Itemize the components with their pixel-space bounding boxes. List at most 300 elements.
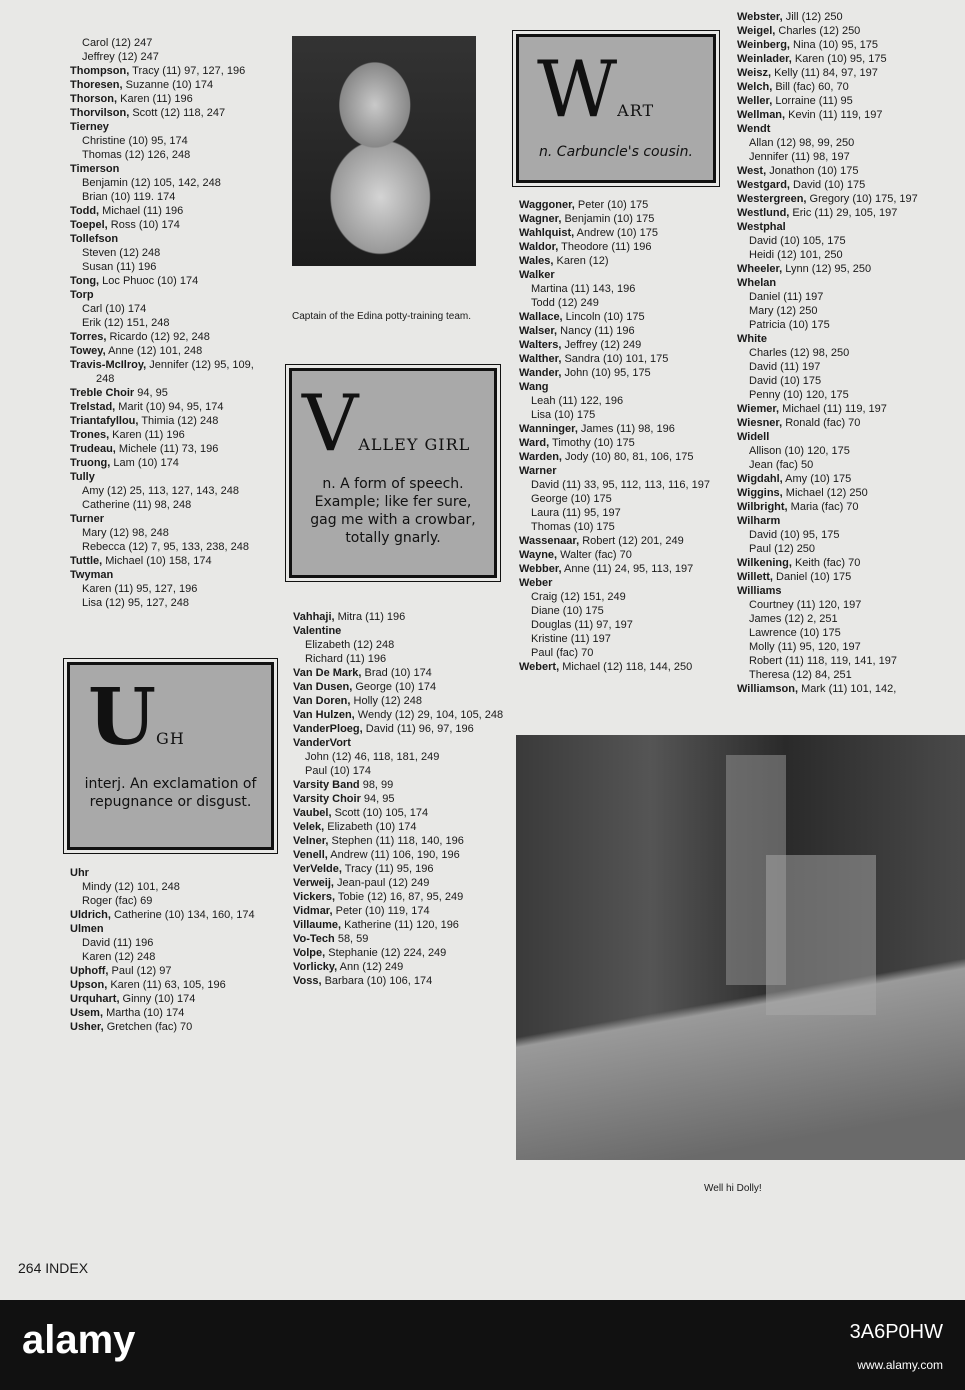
entry-detail: Douglas (11) 97, 197 — [531, 619, 633, 631]
index-entry — [70, 950, 270, 964]
index-entry — [519, 394, 729, 408]
entry-heading: Weisz, — [737, 67, 772, 79]
entry-detail: Sandra (10) 101, 175 — [561, 353, 669, 365]
entry-heading: Thoresen, — [70, 79, 123, 91]
index-entry — [737, 262, 961, 276]
entry-detail: Jean-paul (12) 249 — [333, 877, 430, 889]
entry-heading: Uhr — [70, 867, 89, 879]
index-entry — [737, 598, 961, 612]
entry-detail: Karen (11) 95, 127, 196 — [82, 583, 198, 595]
index-entry — [519, 492, 729, 506]
entry-detail: Stephanie (12) 224, 249 — [325, 947, 447, 959]
entry-heading: VanderPloeg, — [293, 723, 363, 735]
entry-detail: Nancy (11) 196 — [557, 325, 635, 337]
entry-heading: Van Doren, — [293, 695, 351, 707]
index-entry — [293, 680, 515, 694]
entry-heading: Thompson, — [70, 65, 130, 77]
entry-detail: Benjamin (12) 105, 142, 248 — [82, 177, 221, 189]
entry-heading: Toepel, — [70, 219, 108, 231]
index-entry — [519, 562, 729, 576]
entry-heading: Weigel, — [737, 25, 776, 37]
index-entry — [70, 894, 270, 908]
entry-detail: Michael (12) 118, 144, 250 — [559, 661, 693, 673]
entry-heading: Wilbright, — [737, 501, 788, 513]
index-entry — [70, 470, 270, 484]
entry-heading: White — [737, 333, 767, 345]
drop-cap-w: W — [537, 45, 618, 135]
entry-heading: Venell, — [293, 849, 328, 861]
index-entry — [737, 640, 961, 654]
entry-detail: Molly (11) 95, 120, 197 — [749, 641, 861, 653]
entry-detail: Timothy (10) 175 — [549, 437, 635, 449]
entry-detail: David (10) 105, 175 — [749, 235, 846, 247]
entry-heading: Williams — [737, 585, 782, 597]
index-entry — [737, 38, 961, 52]
entry-heading: Varsity Choir — [293, 793, 361, 805]
entry-heading: Wang — [519, 381, 549, 393]
entry-detail: David (10) 175 — [749, 375, 822, 387]
entry-detail: Tobie (12) 16, 87, 95, 249 — [335, 891, 464, 903]
entry-detail: Charles (12) 250 — [775, 25, 861, 37]
index-entry — [737, 584, 961, 598]
entry-detail: Lincoln (10) 175 — [562, 311, 645, 323]
entry-detail: David (11) 196 — [82, 937, 154, 949]
index-entry — [737, 612, 961, 626]
index-entry — [737, 52, 961, 66]
entry-detail: David (11) 96, 97, 196 — [362, 723, 474, 735]
entry-heading: Volpe, — [293, 947, 326, 959]
word-rest: ART — [617, 101, 655, 120]
index-entry — [70, 78, 270, 92]
index-entry — [293, 722, 515, 736]
entry-detail: Mark (11) 101, 142, — [798, 683, 897, 695]
entry-detail: George (10) 174 — [352, 681, 437, 693]
entry-heading: Triantafyllou, — [70, 415, 139, 427]
entry-detail: Thomas (12) 126, 248 — [82, 149, 191, 161]
watermark-bar — [0, 1300, 965, 1390]
index-entry — [519, 590, 729, 604]
watermark-logo: alamy — [22, 1318, 136, 1362]
index-entry — [293, 666, 515, 680]
index-entry — [519, 660, 729, 674]
entry-heading: Wilharm — [737, 515, 781, 527]
entry-heading: Waldor, — [519, 241, 559, 253]
index-entry — [70, 1020, 270, 1034]
entry-detail: James (11) 98, 196 — [577, 423, 675, 435]
index-entry — [519, 478, 729, 492]
index-entry — [293, 610, 515, 624]
entry-detail: Kevin (11) 119, 197 — [785, 109, 883, 121]
index-entry — [737, 10, 961, 24]
index-entry — [70, 400, 270, 414]
index-entry — [737, 66, 961, 80]
entry-detail: David (11) 33, 95, 112, 113, 116, 197 — [531, 479, 710, 491]
entry-heading: Velner, — [293, 835, 329, 847]
entry-detail: Bill (fac) 60, 70 — [772, 81, 849, 93]
index-entry — [293, 974, 515, 988]
index-entry — [737, 528, 961, 542]
index-entry — [70, 92, 270, 106]
index-entry — [737, 514, 961, 528]
entry-detail: Michael (10) 158, 174 — [102, 555, 212, 567]
entry-heading: Vo-Tech — [293, 933, 335, 945]
index-entry — [70, 36, 270, 50]
entry-heading: Treble Choir — [70, 387, 135, 399]
entry-detail: Thimia (12) 248 — [138, 415, 219, 427]
entry-heading: Voss, — [293, 975, 322, 987]
entry-detail: Robert (11) 118, 119, 141, 197 — [749, 655, 897, 667]
index-entry — [519, 240, 729, 254]
index-entry — [519, 548, 729, 562]
valley-girl-definition-box — [289, 368, 497, 578]
entry-detail: Karen (12) — [553, 255, 609, 267]
entry-detail: Martina (11) 143, 196 — [531, 283, 636, 295]
index-entry — [70, 218, 270, 232]
entry-detail: Loc Phuoc (10) 174 — [99, 275, 199, 287]
index-entry — [737, 430, 961, 444]
entry-heading: Wilkening, — [737, 557, 792, 569]
entry-detail: Karen (11) 196 — [109, 429, 185, 441]
index-entry — [70, 386, 270, 400]
entry-heading: Vidmar, — [293, 905, 333, 917]
index-entry — [70, 232, 270, 246]
index-entry — [70, 568, 270, 582]
entry-detail: Brian (10) 119. 174 — [82, 191, 176, 203]
entry-detail: 94, 95 — [360, 793, 395, 805]
index-entry — [293, 624, 515, 638]
entry-heading: Todd, — [70, 205, 100, 217]
index-entry — [737, 304, 961, 318]
entry-heading: Ulmen — [70, 923, 104, 935]
index-entry — [293, 778, 515, 792]
index-entry — [70, 302, 270, 316]
entry-detail: Ross (10) 174 — [107, 219, 180, 231]
definition-text: n. Carbuncle's cousin. — [539, 144, 693, 160]
entry-detail: John (10) 95, 175 — [561, 367, 651, 379]
entry-detail: Mitra (11) 196 — [334, 611, 406, 623]
index-entry — [519, 408, 729, 422]
index-entry — [70, 456, 270, 470]
index-entry — [737, 556, 961, 570]
index-entry — [737, 276, 961, 290]
index-entry — [70, 414, 270, 428]
entry-heading: Wagner, — [519, 213, 562, 225]
entry-heading: Wanninger, — [519, 423, 578, 435]
index-entry — [293, 960, 515, 974]
entry-heading: Webert, — [519, 661, 560, 673]
entry-heading: Vahhaji, — [293, 611, 335, 623]
index-entry — [293, 638, 515, 652]
entry-detail: Courtney (11) 120, 197 — [749, 599, 862, 611]
entry-detail: Jean (fac) 50 — [749, 459, 814, 471]
entry-heading: Truong, — [70, 457, 111, 469]
entry-detail: Todd (12) 249 — [531, 297, 599, 309]
entry-detail: Keith (fac) 70 — [791, 557, 861, 569]
entry-detail: Anne (11) 24, 95, 113, 197 — [561, 563, 694, 575]
entry-detail: Paul (12) 250 — [749, 543, 816, 555]
index-entry — [70, 162, 270, 176]
entry-detail: Jeffrey (12) 249 — [561, 339, 642, 351]
entry-detail: Karen (11) 196 — [117, 93, 193, 105]
entry-detail: Christine (10) 95, 174 — [82, 135, 188, 147]
index-entry — [519, 296, 729, 310]
index-entry — [293, 834, 515, 848]
entry-detail: Diane (10) 175 — [531, 605, 604, 617]
entry-heading: Twyman — [70, 569, 114, 581]
index-entry — [519, 226, 729, 240]
entry-heading: Walser, — [519, 325, 558, 337]
wart-definition-box — [516, 34, 716, 183]
entry-detail: Maria (fac) 70 — [787, 501, 859, 513]
index-entry — [293, 764, 515, 778]
index-column-t — [70, 36, 270, 610]
entry-detail: 58, 59 — [334, 933, 369, 945]
entry-heading: Willett, — [737, 571, 773, 583]
entry-detail: Theresa (12) 84, 251 — [749, 669, 852, 681]
index-entry — [70, 64, 270, 78]
index-entry — [293, 876, 515, 890]
entry-detail: Carl (10) 174 — [82, 303, 147, 315]
index-entry — [737, 332, 961, 346]
index-entry — [737, 444, 961, 458]
entry-detail: Lawrence (10) 175 — [749, 627, 841, 639]
entry-heading: Wayne, — [519, 549, 558, 561]
entry-detail: Andrew (10) 175 — [574, 227, 658, 239]
entry-heading: Westlund, — [737, 207, 790, 219]
index-entry — [293, 694, 515, 708]
entry-heading: Torres, — [70, 331, 107, 343]
index-entry — [737, 206, 961, 220]
entry-heading: Tollefson — [70, 233, 119, 245]
entry-detail: Richard (11) 196 — [305, 653, 387, 665]
entry-heading: Timerson — [70, 163, 120, 175]
entry-heading: Weller, — [737, 95, 773, 107]
index-entry — [70, 922, 270, 936]
entry-detail: Leah (11) 122, 196 — [531, 395, 624, 407]
entry-detail: Scott (10) 105, 174 — [331, 807, 429, 819]
entry-detail: Susan (11) 196 — [82, 261, 157, 273]
entry-heading: Uphoff, — [70, 965, 109, 977]
index-entry — [519, 534, 729, 548]
entry-heading: Welch, — [737, 81, 773, 93]
index-entry — [70, 330, 270, 344]
entry-detail: Tracy (11) 97, 127, 196 — [129, 65, 246, 77]
entry-detail: Lisa (10) 175 — [531, 409, 596, 421]
entry-detail: Karen (11) 63, 105, 196 — [107, 979, 226, 991]
entry-heading: Urquhart, — [70, 993, 120, 1005]
entry-heading: Towey, — [70, 345, 106, 357]
index-entry — [70, 964, 270, 978]
index-entry — [737, 500, 961, 514]
entry-heading: Williamson, — [737, 683, 799, 695]
index-entry — [70, 582, 270, 596]
index-entry — [293, 652, 515, 666]
entry-detail: David (10) 95, 175 — [749, 529, 840, 541]
index-entry — [70, 428, 270, 442]
entry-heading: Wander, — [519, 367, 562, 379]
index-entry — [70, 288, 270, 302]
entry-detail: Catherine (10) 134, 160, 174 — [110, 909, 255, 921]
entry-detail: Amy (12) 25, 113, 127, 143, 248 — [82, 485, 239, 497]
index-entry — [70, 260, 270, 274]
index-entry — [519, 464, 729, 478]
entry-detail: Charles (12) 98, 250 — [749, 347, 850, 359]
entry-detail: David (11) 197 — [749, 361, 821, 373]
entry-heading: Tully — [70, 471, 95, 483]
entry-detail: Stephen (11) 118, 140, 196 — [328, 835, 464, 847]
index-entry — [737, 318, 961, 332]
entry-detail: Mary (12) 98, 248 — [82, 527, 169, 539]
entry-detail: Jeffrey (12) 247 — [82, 51, 159, 63]
index-entry — [70, 50, 270, 64]
baby-photo — [292, 36, 476, 266]
entry-heading: Weber — [519, 577, 553, 589]
entry-detail: Jennifer (12) 95, 109, 248 — [96, 359, 254, 385]
entry-detail: Erik (12) 151, 248 — [82, 317, 170, 329]
entry-detail: Ann (12) 249 — [337, 961, 404, 973]
index-entry — [293, 708, 515, 722]
entry-heading: Usher, — [70, 1021, 104, 1033]
index-entry — [519, 450, 729, 464]
index-entry — [519, 254, 729, 268]
entry-detail: Ricardo (12) 92, 248 — [106, 331, 210, 343]
entry-detail: Lorraine (11) 95 — [772, 95, 853, 107]
word-rest: GH — [156, 729, 185, 748]
entry-detail: Penny (10) 120, 175 — [749, 389, 849, 401]
index-entry — [737, 486, 961, 500]
entry-detail: Catherine (11) 98, 248 — [82, 499, 192, 511]
drop-cap-v: V — [302, 379, 359, 469]
entry-heading: Wallace, — [519, 311, 563, 323]
index-entry — [70, 344, 270, 358]
index-entry — [519, 604, 729, 618]
index-entry — [519, 282, 729, 296]
entry-heading: Uldrich, — [70, 909, 111, 921]
index-entry — [293, 904, 515, 918]
entry-detail: Michele (11) 73, 196 — [115, 443, 219, 455]
index-entry — [737, 80, 961, 94]
index-entry — [293, 932, 515, 946]
index-entry — [70, 106, 270, 120]
index-entry — [293, 750, 515, 764]
entry-heading: Webber, — [519, 563, 562, 575]
entry-detail: Gretchen (fac) 70 — [103, 1021, 193, 1033]
index-entry — [519, 324, 729, 338]
word-rest: ALLEY GIRL — [358, 435, 471, 454]
entry-detail: Ronald (fac) 70 — [782, 417, 861, 429]
entry-heading: Wales, — [519, 255, 554, 267]
index-entry — [293, 918, 515, 932]
entry-heading: Wahlquist, — [519, 227, 575, 239]
index-entry — [70, 274, 270, 288]
stage-photo — [516, 735, 965, 1160]
index-entry — [519, 212, 729, 226]
entry-heading: Trudeau, — [70, 443, 116, 455]
entry-heading: Travis-McIlroy, — [70, 359, 147, 371]
index-entry — [70, 880, 270, 894]
index-column-v — [293, 610, 515, 988]
entry-detail: Barbara (10) 106, 174 — [321, 975, 433, 987]
definition-text: interj. An exclamation of repugnance or disgust. — [84, 776, 257, 810]
index-entry — [519, 380, 729, 394]
index-entry — [737, 94, 961, 108]
index-column-w2 — [737, 10, 961, 696]
entry-heading: Widell — [737, 431, 770, 443]
entry-heading: Westphal — [737, 221, 786, 233]
index-entry — [737, 164, 961, 178]
index-entry — [737, 402, 961, 416]
entry-heading: Van Hulzen, — [293, 709, 355, 721]
index-entry — [737, 248, 961, 262]
index-entry — [737, 374, 961, 388]
entry-detail: Jonathon (10) 175 — [766, 165, 859, 177]
entry-detail: Tracy (11) 95, 196 — [341, 863, 434, 875]
entry-heading: Usem, — [70, 1007, 104, 1019]
entry-detail: Peter (10) 175 — [574, 199, 649, 211]
entry-detail: Katherine (11) 120, 196 — [341, 919, 459, 931]
entry-heading: VerVelde, — [293, 863, 342, 875]
index-entry — [519, 618, 729, 632]
index-entry — [519, 576, 729, 590]
page-number: 264 — [18, 1260, 42, 1276]
index-entry — [70, 1006, 270, 1020]
index-entry — [70, 176, 270, 190]
entry-heading: Trelstad, — [70, 401, 116, 413]
entry-detail: Andrew (11) 106, 190, 196 — [327, 849, 460, 861]
index-entry — [519, 366, 729, 380]
entry-heading: Thorson, — [70, 93, 118, 105]
entry-detail: Wendy (12) 29, 104, 105, 248 — [354, 709, 504, 721]
index-entry — [737, 234, 961, 248]
index-entry — [519, 646, 729, 660]
entry-heading: Wigdahl, — [737, 473, 783, 485]
entry-detail: Brad (10) 174 — [361, 667, 432, 679]
entry-detail: Lam (10) 174 — [110, 457, 179, 469]
index-entry — [70, 526, 270, 540]
entry-detail: Suzanne (10) 174 — [122, 79, 214, 91]
index-column-u — [70, 866, 270, 1034]
index-entry — [737, 458, 961, 472]
entry-heading: Wiemer, — [737, 403, 780, 415]
index-entry — [70, 596, 270, 610]
entry-detail: Martha (10) 174 — [103, 1007, 185, 1019]
watermark-id: 3A6P0HW — [849, 1321, 943, 1343]
entry-heading: Wendt — [737, 123, 771, 135]
index-entry — [737, 108, 961, 122]
entry-heading: Walters, — [519, 339, 562, 351]
index-entry — [737, 388, 961, 402]
index-entry — [737, 192, 961, 206]
index-entry — [519, 268, 729, 282]
index-entry — [293, 862, 515, 876]
index-entry — [519, 506, 729, 520]
entry-detail: Kelly (11) 84, 97, 197 — [771, 67, 878, 79]
entry-detail: Jennifer (11) 98, 197 — [749, 151, 850, 163]
entry-detail: Patricia (10) 175 — [749, 319, 830, 331]
entry-detail: Karen (12) 248 — [82, 951, 156, 963]
index-entry — [519, 338, 729, 352]
entry-heading: Upson, — [70, 979, 108, 991]
entry-detail: Anne (12) 101, 248 — [105, 345, 203, 357]
entry-heading: Weinberg, — [737, 39, 790, 51]
entry-heading: Wassenaar, — [519, 535, 580, 547]
index-entry — [70, 358, 270, 386]
entry-heading: Tuttle, — [70, 555, 103, 567]
index-entry — [737, 136, 961, 150]
definition-text: n. A form of speech. Example; like fer sure, gag me with a crowbar, totally gnarly. — [310, 476, 476, 546]
section-label: INDEX — [45, 1260, 89, 1276]
baby-photo-caption: Captain of the Edina potty-training team. — [292, 311, 471, 322]
